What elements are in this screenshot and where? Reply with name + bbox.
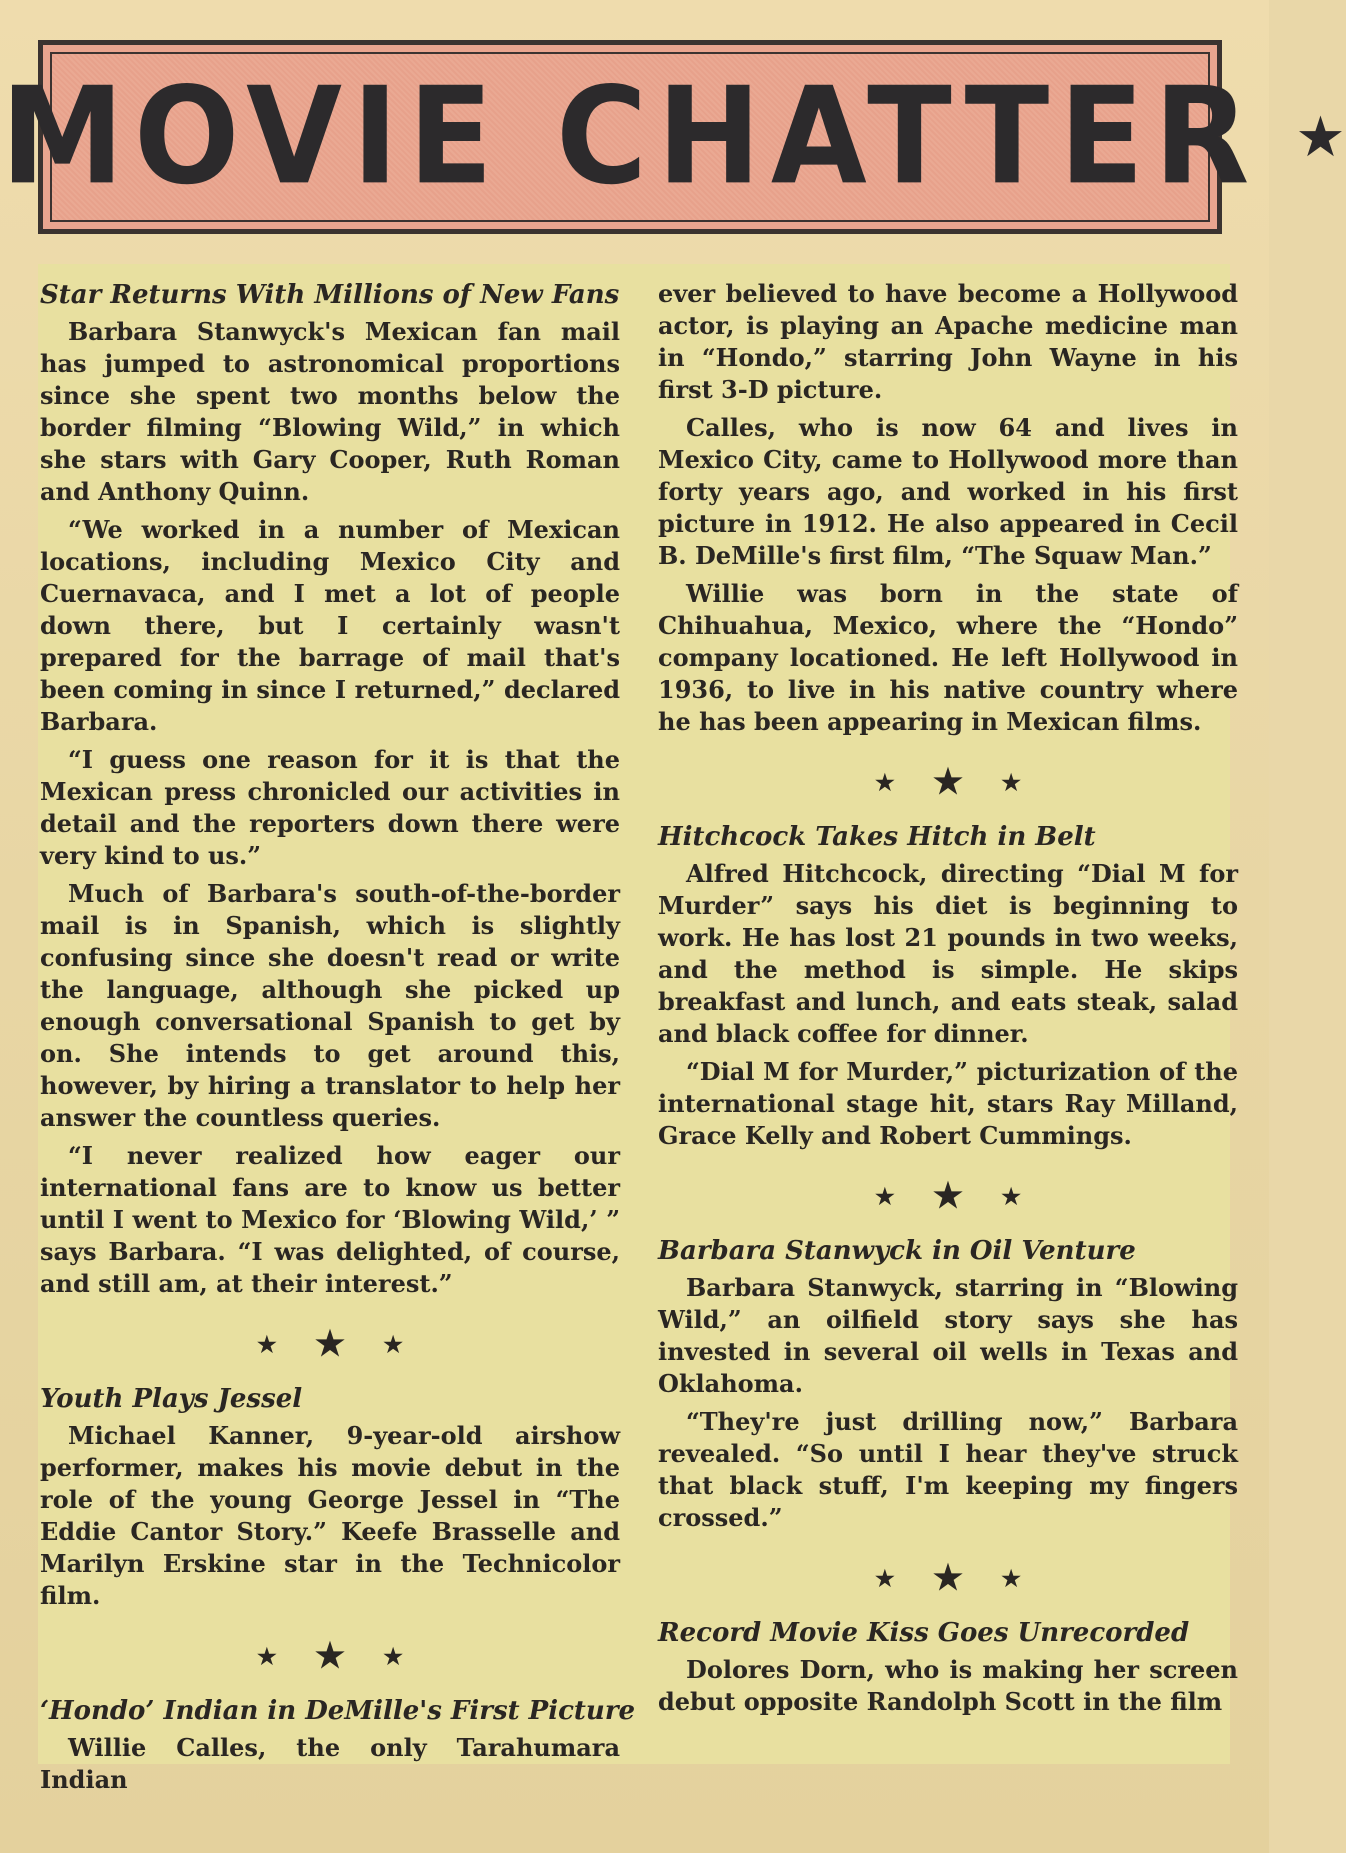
article-paragraph: “Dial M for Murder,” picturization of the international stage hit, stars Ray Milland, Grace Kelly and Robert Cummings. xyxy=(658,1057,1238,1150)
star-small-icon: ★ xyxy=(257,1332,277,1358)
article-paragraph: “We worked in a number of Mexican locations, including Mexico City and Cuernavaca, and I met a lot of people down there, but I certainly wasn't prepared for the barrage of mail that's been coming in since I returned,” declared Barbara. xyxy=(40,515,620,736)
article-headline: Barbara Stanwyck in Oil Venture xyxy=(658,1236,1136,1266)
right-column xyxy=(658,278,1238,1724)
header-banner-inner xyxy=(0,52,1346,222)
star-small-icon: ★ xyxy=(383,1332,403,1358)
article-paragraph: ever believed to have become a Hollywood actor, is playing an Apache medicine man in “Hondo,” starring John Wayne in his first 3-D picture. xyxy=(658,279,1238,404)
article-paragraph: “I never realized how eager our international fans are to know us better until I went to Mexico for ‘Blowing Wild,’ ” says Barbara. “I was delighted, of course, and still am, at their interest.” xyxy=(40,1141,620,1298)
article-paragraph: Barbara Stanwyck, starring in “Blowing Wild,” an oilfield story says she has invested in several oil wells in Texas and Oklahoma. xyxy=(658,1273,1238,1398)
star-separator xyxy=(40,1306,620,1376)
star-small-icon: ★ xyxy=(1001,1566,1021,1592)
article-headline: Youth Plays Jessel xyxy=(40,1384,303,1414)
star-big-icon: ★ xyxy=(932,762,964,802)
star-small-icon: ★ xyxy=(1001,1184,1021,1210)
star-small-icon: ★ xyxy=(257,1644,277,1670)
article-paragraph: Calles, who is now 64 and lives in Mexico City, came to Hollywood more than forty years ago, and worked in his first picture in 1912. He also appeared in Cecil B. DeMille's first film, “The Squaw Man.” xyxy=(658,413,1238,570)
star-separator xyxy=(40,1618,620,1688)
article-paragraph: Barbara Stanwyck's Mexican fan mail has jumped to astronomical proportions since she spent two months below the border filming “Blowing Wild,” in which she stars with Gary Cooper, Ruth Roman and Anthony Quinn. xyxy=(40,317,620,506)
header-banner xyxy=(0,40,1346,234)
left-column xyxy=(40,278,636,1802)
article-paragraph: Much of Barbara's south-of-the-border mail is in Spanish, which is slightly confusing since she doesn't read or write the language, although she picked up enough conversational Spanish to get by on. She intends to get around this, however, by hiring a translator to help her answer the countless queries. xyxy=(40,879,620,1132)
article-paragraph: Dolores Dorn, who is making her screen debut opposite Randolph Scott in the film xyxy=(658,1655,1238,1716)
article-paragraph: Michael Kanner, 9-year-old airshow performer, makes his movie debut in the role of the young George Jessel in “The Eddie Cantor Story.” Keefe Brasselle and Marilyn Erskine star in the Technicolor film. xyxy=(40,1421,620,1610)
star-small-icon: ★ xyxy=(383,1644,403,1670)
article-paragraph: “They're just drilling now,” Barbara revealed. “So until I hear they've struck that black stuff, I'm keeping my fingers crossed.” xyxy=(658,1407,1238,1532)
article-paragraph: Willie Calles, the only Tarahumara Indian xyxy=(40,1733,620,1794)
article-paragraph: “I guess one reason for it is that the Mexican press chronicled our activities in detail and the reporters down there were very kind to us.” xyxy=(40,745,620,870)
star-big-icon: ★ xyxy=(932,1558,964,1598)
star-right-icon: ★ xyxy=(1295,104,1346,170)
page-title: MOVIE CHATTER xyxy=(0,59,1260,215)
article-headline: Hitchcock Takes Hitch in Belt xyxy=(658,822,1096,852)
star-big-icon: ★ xyxy=(314,1636,346,1676)
article-paragraph: Alfred Hitchcock, directing “Dial M for Murder” says his diet is beginning to work. He has lost 21 pounds in two weeks, and the method is simple. He skips breakfast and lunch, and eats steak, salad and black coffee for dinner. xyxy=(658,859,1238,1048)
article-paragraph: Willie was born in the state of Chihuahua, Mexico, where the “Hondo” company locationed. He left Hollywood in 1936, to live in his native country where he has been appearing in Mexican films. xyxy=(658,579,1238,736)
article-headline: Record Movie Kiss Goes Unrecorded xyxy=(658,1618,1190,1648)
star-separator xyxy=(658,1158,1238,1228)
article-headline: ‘Hondo’ Indian in DeMille's First Picture xyxy=(40,1696,636,1726)
star-small-icon: ★ xyxy=(875,1566,895,1592)
star-separator xyxy=(658,744,1238,814)
star-small-icon: ★ xyxy=(1001,770,1021,796)
star-big-icon: ★ xyxy=(314,1324,346,1364)
article-headline: Star Returns With Millions of New Fans xyxy=(40,280,620,310)
star-small-icon: ★ xyxy=(875,770,895,796)
star-separator xyxy=(658,1540,1238,1610)
star-big-icon: ★ xyxy=(932,1176,964,1216)
star-small-icon: ★ xyxy=(875,1184,895,1210)
